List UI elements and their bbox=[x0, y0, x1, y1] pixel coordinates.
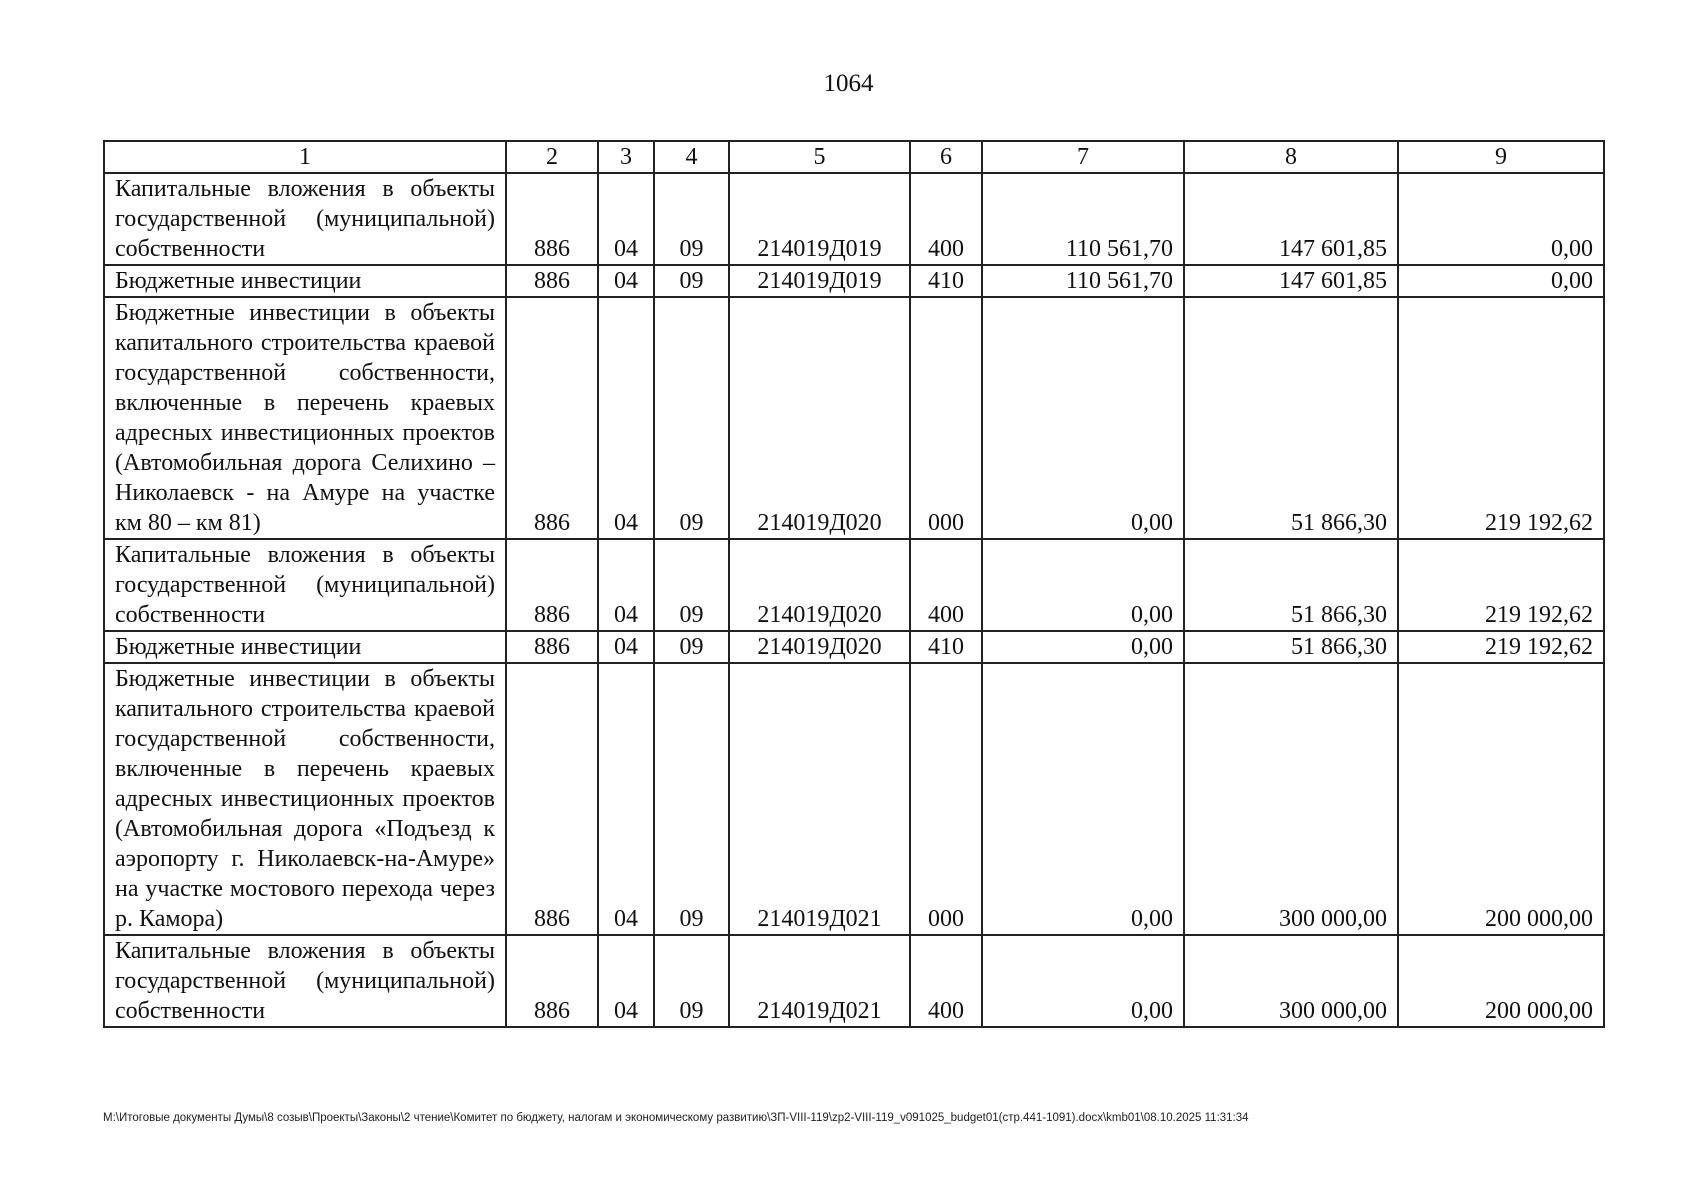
row-c4: 09 bbox=[654, 297, 729, 539]
row-c8: 51 866,30 bbox=[1184, 297, 1398, 539]
table-row bbox=[104, 663, 1604, 935]
row-c7: 0,00 bbox=[982, 539, 1184, 631]
row-c7: 0,00 bbox=[982, 631, 1184, 663]
row-c8: 51 866,30 bbox=[1184, 631, 1398, 663]
row-c4: 09 bbox=[654, 935, 729, 1027]
row-c6: 000 bbox=[910, 297, 982, 539]
row-c8: 51 866,30 bbox=[1184, 539, 1398, 631]
row-c2: 886 bbox=[506, 265, 598, 297]
budget-table bbox=[103, 140, 1605, 1028]
row-c7: 0,00 bbox=[982, 935, 1184, 1027]
row-c9: 0,00 bbox=[1398, 265, 1604, 297]
row-c8: 147 601,85 bbox=[1184, 265, 1398, 297]
row-c2: 886 bbox=[506, 173, 598, 265]
row-c3: 04 bbox=[598, 935, 654, 1027]
row-c9: 219 192,62 bbox=[1398, 539, 1604, 631]
header-col-4: 4 bbox=[654, 141, 729, 173]
row-name: Капитальные вложения в объекты государственной (муниципальной) собственности bbox=[104, 173, 506, 265]
row-name: Бюджетные инвестиции bbox=[104, 631, 506, 663]
row-c8: 300 000,00 bbox=[1184, 935, 1398, 1027]
table-row bbox=[104, 935, 1604, 1027]
row-c5: 214019Д020 bbox=[729, 539, 910, 631]
row-c9: 200 000,00 bbox=[1398, 663, 1604, 935]
file-path-footer: M:\Итоговые документы Думы\8 созыв\Проекты\Законы\2 чтение\Комитет по бюджету, налогам и экономическому развитию\ЗП-VIII-119\zp2-VIII-119_v091025_budget01(стр.441-1091).docx\kmb01\08.10.2025 11:31:34 bbox=[103, 1112, 1249, 1124]
row-c4: 09 bbox=[654, 539, 729, 631]
row-c5: 214019Д020 bbox=[729, 297, 910, 539]
row-c4: 09 bbox=[654, 265, 729, 297]
table-row bbox=[104, 265, 1604, 297]
row-c5: 214019Д019 bbox=[729, 173, 910, 265]
row-c7: 110 561,70 bbox=[982, 173, 1184, 265]
row-c7: 0,00 bbox=[982, 297, 1184, 539]
row-name: Капитальные вложения в объекты государственной (муниципальной) собственности bbox=[104, 539, 506, 631]
header-col-3: 3 bbox=[598, 141, 654, 173]
row-c7: 110 561,70 bbox=[982, 265, 1184, 297]
row-c3: 04 bbox=[598, 663, 654, 935]
row-c2: 886 bbox=[506, 631, 598, 663]
row-c4: 09 bbox=[654, 173, 729, 265]
row-c3: 04 bbox=[598, 631, 654, 663]
table-header bbox=[104, 141, 1604, 173]
row-name: Капитальные вложения в объекты государственной (муниципальной) собственности bbox=[104, 935, 506, 1027]
header-col-1: 1 bbox=[104, 141, 506, 173]
row-c5: 214019Д019 bbox=[729, 265, 910, 297]
row-c2: 886 bbox=[506, 297, 598, 539]
row-c5: 214019Д021 bbox=[729, 935, 910, 1027]
table-row bbox=[104, 631, 1604, 663]
row-c9: 0,00 bbox=[1398, 173, 1604, 265]
row-c6: 400 bbox=[910, 539, 982, 631]
row-c2: 886 bbox=[506, 663, 598, 935]
row-c3: 04 bbox=[598, 539, 654, 631]
row-c6: 000 bbox=[910, 663, 982, 935]
row-c5: 214019Д021 bbox=[729, 663, 910, 935]
table-row bbox=[104, 297, 1604, 539]
table-row bbox=[104, 173, 1604, 265]
page-number: 1064 bbox=[823, 70, 874, 97]
row-c4: 09 bbox=[654, 631, 729, 663]
row-c3: 04 bbox=[598, 173, 654, 265]
header-col-7: 7 bbox=[982, 141, 1184, 173]
row-c2: 886 bbox=[506, 935, 598, 1027]
row-c6: 400 bbox=[910, 935, 982, 1027]
row-c3: 04 bbox=[598, 297, 654, 539]
row-c9: 200 000,00 bbox=[1398, 935, 1604, 1027]
header-col-8: 8 bbox=[1184, 141, 1398, 173]
row-name: Бюджетные инвестиции в объекты капитального строительства краевой государственной собственности, включенные в перечень краевых адресных инвестиционных проектов (Автомобильная дорога Селихино – Николаевск - на Амуре на участке км 80 – км 81) bbox=[104, 297, 506, 539]
row-c5: 214019Д020 bbox=[729, 631, 910, 663]
row-c7: 0,00 bbox=[982, 663, 1184, 935]
header-col-2: 2 bbox=[506, 141, 598, 173]
table-row bbox=[104, 539, 1604, 631]
row-c6: 410 bbox=[910, 631, 982, 663]
row-c9: 219 192,62 bbox=[1398, 631, 1604, 663]
header-col-9: 9 bbox=[1398, 141, 1604, 173]
row-c6: 400 bbox=[910, 173, 982, 265]
row-c6: 410 bbox=[910, 265, 982, 297]
row-c4: 09 bbox=[654, 663, 729, 935]
row-name: Бюджетные инвестиции в объекты капитального строительства краевой государственной собственности, включенные в перечень краевых адресных инвестиционных проектов (Автомобильная дорога «Подъезд к аэропорту г. Николаевск-на-Амуре» на участке мостового перехода через р. Камора) bbox=[104, 663, 506, 935]
header-col-5: 5 bbox=[729, 141, 910, 173]
row-name: Бюджетные инвестиции bbox=[104, 265, 506, 297]
row-c2: 886 bbox=[506, 539, 598, 631]
row-c8: 300 000,00 bbox=[1184, 663, 1398, 935]
header-col-6: 6 bbox=[910, 141, 982, 173]
row-c8: 147 601,85 bbox=[1184, 173, 1398, 265]
row-c3: 04 bbox=[598, 265, 654, 297]
row-c9: 219 192,62 bbox=[1398, 297, 1604, 539]
